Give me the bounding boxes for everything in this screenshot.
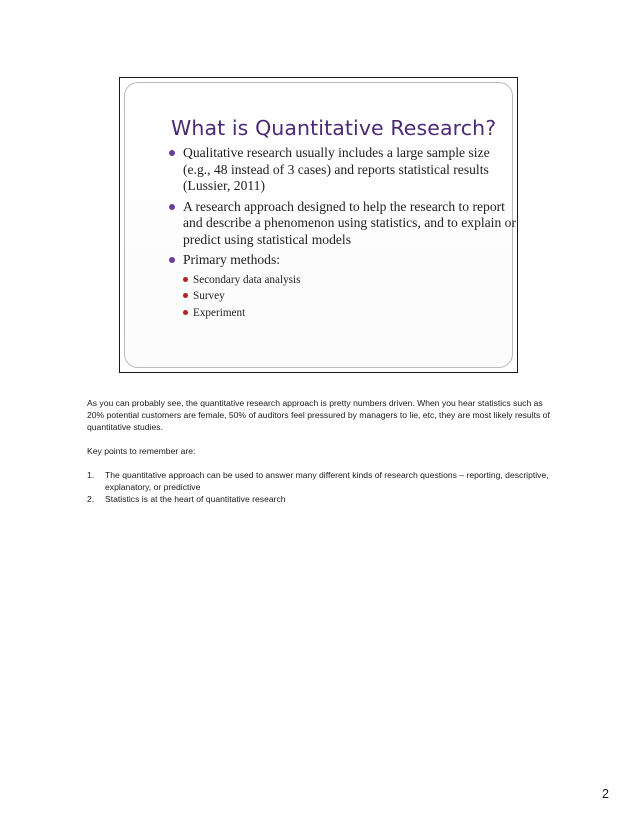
key-points-label: Key points to remember are: bbox=[87, 446, 196, 456]
bullet-dot-icon bbox=[169, 257, 175, 263]
sub-bullet-dot-icon bbox=[183, 293, 188, 298]
speaker-notes bbox=[87, 397, 557, 505]
key-points-list bbox=[87, 469, 557, 505]
slide-sub-bullet-text: Secondary data analysis bbox=[193, 273, 301, 286]
slide-sub-bullet-text: Survey bbox=[193, 290, 225, 302]
key-point-number: 2. bbox=[87, 494, 95, 504]
key-point-item bbox=[87, 469, 557, 493]
slide-content-area bbox=[124, 82, 516, 368]
slide-bullet-text: Primary methods: bbox=[183, 252, 281, 267]
key-point-number: 1. bbox=[87, 470, 95, 480]
slide-bullet-text: Qualitative research usually includes a large sample size (e.g., 48 instead of 3 cases) and reports statistical results (Lussier, 2011) bbox=[183, 145, 490, 193]
slide-sub-bullet-item bbox=[183, 305, 519, 322]
slide-sub-bullet-list bbox=[183, 272, 519, 322]
bullet-dot-icon bbox=[169, 150, 175, 156]
key-point-text: Statistics is at the heart of quantitative research bbox=[105, 494, 286, 504]
notes-paragraph: As you can probably see, the quantitative research approach is pretty numbers driven. When you hear statistics such as 20% potential customers are female, 50% of auditors feel pressured by managers to lie, etc, they are most likely results of quantitative studies. bbox=[87, 398, 550, 432]
key-point-text: The quantitative approach can be used to answer many different kinds of research questions – reporting, descriptive, explanatory, or predictive bbox=[105, 470, 549, 492]
key-point-item bbox=[87, 493, 557, 505]
slide-title: What is Quantitative Research? bbox=[171, 116, 497, 140]
slide-bullet-item bbox=[169, 199, 519, 249]
slide-bullet-item bbox=[169, 252, 519, 321]
sub-bullet-dot-icon bbox=[183, 310, 188, 315]
slide-sub-bullet-item bbox=[183, 288, 519, 305]
slide-sub-bullet-item bbox=[183, 272, 519, 289]
slide-sub-bullet-text: Experiment bbox=[193, 306, 246, 319]
sub-bullet-dot-icon bbox=[183, 277, 188, 282]
slide-bullet-item bbox=[169, 145, 519, 195]
page-number: 2 bbox=[602, 787, 609, 801]
slide-bullet-text: A research approach designed to help the research to report and describe a phenomenon using statistics, and to explain or predict using statistical models bbox=[183, 198, 516, 247]
slide-thumbnail bbox=[119, 77, 518, 373]
slide-bullet-list bbox=[169, 145, 519, 325]
bullet-dot-icon bbox=[169, 204, 175, 210]
